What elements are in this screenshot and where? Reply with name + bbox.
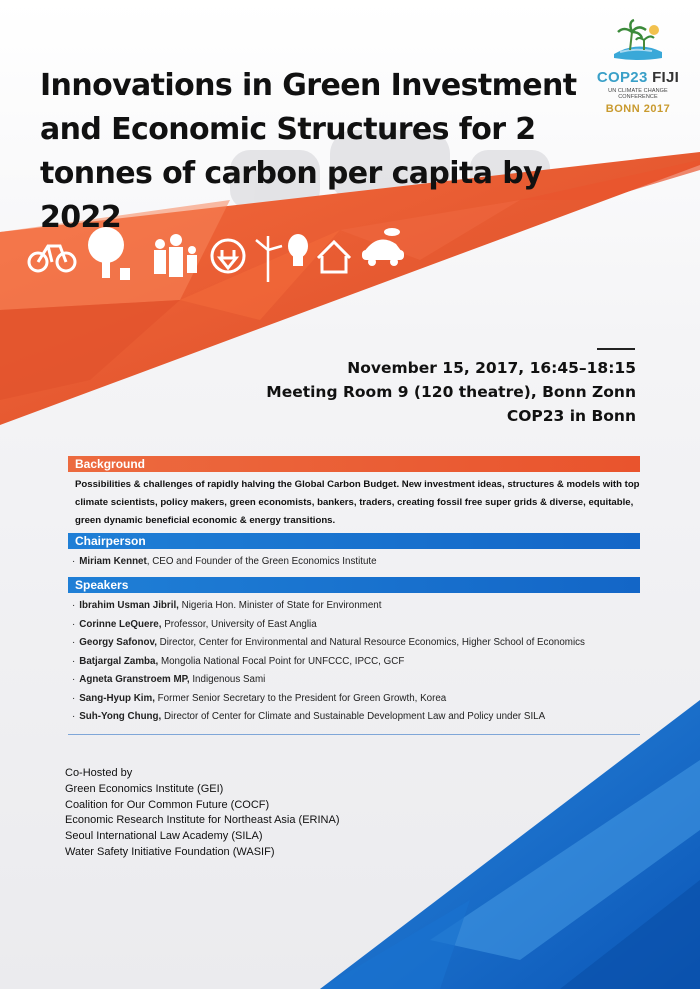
bullet: · [72, 711, 76, 722]
co-host-item: Water Safety Initiative Foundation (WASIF) [65, 845, 275, 858]
person-role: Professor, University of East Anglia [161, 618, 317, 630]
bullet: · [72, 600, 76, 611]
logo-subtitle: UN CLIMATE CHANGE CONFERENCE [608, 88, 668, 100]
co-host-item: Economic Research Institute for Northeast Asia (ERINA) [65, 814, 340, 827]
chairperson-list [72, 553, 377, 572]
person-name: Suh-Yong Chung, [79, 711, 162, 722]
logo-wordmark [592, 69, 684, 86]
list-item [72, 690, 585, 709]
person-name: Miriam Kennet [79, 556, 147, 567]
section-header-chairperson: Chairperson [68, 533, 640, 549]
list-item [72, 616, 585, 635]
speakers-list [72, 597, 585, 727]
page-title: Innovations in Green Investment and Economic Structures for 2 tonnes of carbon per capita by 2022 [40, 68, 577, 235]
co-host-item: Green Economics Institute (GEI) [65, 782, 224, 795]
person-name: Georgy Safonov, [79, 637, 157, 648]
bullet: · [72, 618, 76, 630]
section-header-speakers: Speakers [68, 577, 640, 593]
person-role: Nigeria Hon. Minister of State for Environment [178, 600, 382, 611]
logo-city: BONN 2017 [605, 103, 671, 115]
bullet: · [72, 692, 76, 704]
co-hosts [65, 766, 340, 861]
palm-island-icon [608, 18, 668, 62]
section-header-background: Background [68, 456, 640, 472]
list-item [72, 597, 585, 616]
event-details [266, 356, 636, 428]
logo-fiji: FIJI [652, 69, 680, 86]
section-divider [68, 734, 640, 735]
bullet: · [72, 674, 76, 685]
background-text: Possibilities & challenges of rapidly halving the Global Carbon Budget. New investment ideas, structures & models with top climate scientists, policy makers, green economists, bankers, traders, creating fossil free super grids & diverse, equitable, green dynamic beneficial economic & energy transitions. [75, 479, 640, 527]
person-role: Director of Center for Climate and Sustainable Development Law and Policy under SILA [161, 711, 546, 722]
person-name: Agneta Granstroem MP, [79, 674, 190, 685]
cop23-logo [592, 18, 684, 128]
person-role: Mongolia National Focal Point for UNFCCC, IPCC, GCF [158, 655, 405, 667]
list-item [72, 671, 585, 690]
bullet: · [72, 637, 76, 648]
event-divider [597, 348, 635, 350]
co-host-item: Coalition for Our Common Future (COCF) [65, 798, 270, 811]
person-role: Indigenous Sami [189, 674, 266, 685]
recycle-bin-icon [120, 268, 130, 280]
blue-band [320, 700, 700, 989]
list-item [72, 634, 585, 653]
bullet: · [72, 655, 76, 667]
person-role: , CEO and Founder of the Green Economics Institute [146, 556, 377, 567]
event-venue: COP23 in Bonn [506, 407, 636, 425]
event-room: Meeting Room 9 (120 theatre), Bonn Zonn [266, 383, 636, 401]
person-role: Former Senior Secretary to the President for Green Growth, Korea [154, 692, 447, 704]
list-item [72, 653, 585, 672]
list-item [72, 708, 585, 727]
bullet: · [72, 556, 76, 567]
person-name: Sang-Hyup Kim, [79, 692, 155, 704]
event-date: November 15, 2017, 16:45–18:15 [347, 359, 636, 377]
list-item [72, 553, 377, 572]
person-role: Director, Center for Environmental and Natural Resource Economics, Higher School of Economics [156, 637, 585, 648]
person-name: Ibrahim Usman Jibril, [79, 600, 179, 611]
logo-cop: COP23 [596, 69, 648, 86]
co-hosts-heading: Co-Hosted by [65, 767, 133, 779]
co-host-item: Seoul International Law Academy (SILA) [65, 830, 263, 843]
person-name: Batjargal Zamba, [79, 655, 159, 667]
person-name: Corinne LeQuere, [79, 618, 162, 630]
